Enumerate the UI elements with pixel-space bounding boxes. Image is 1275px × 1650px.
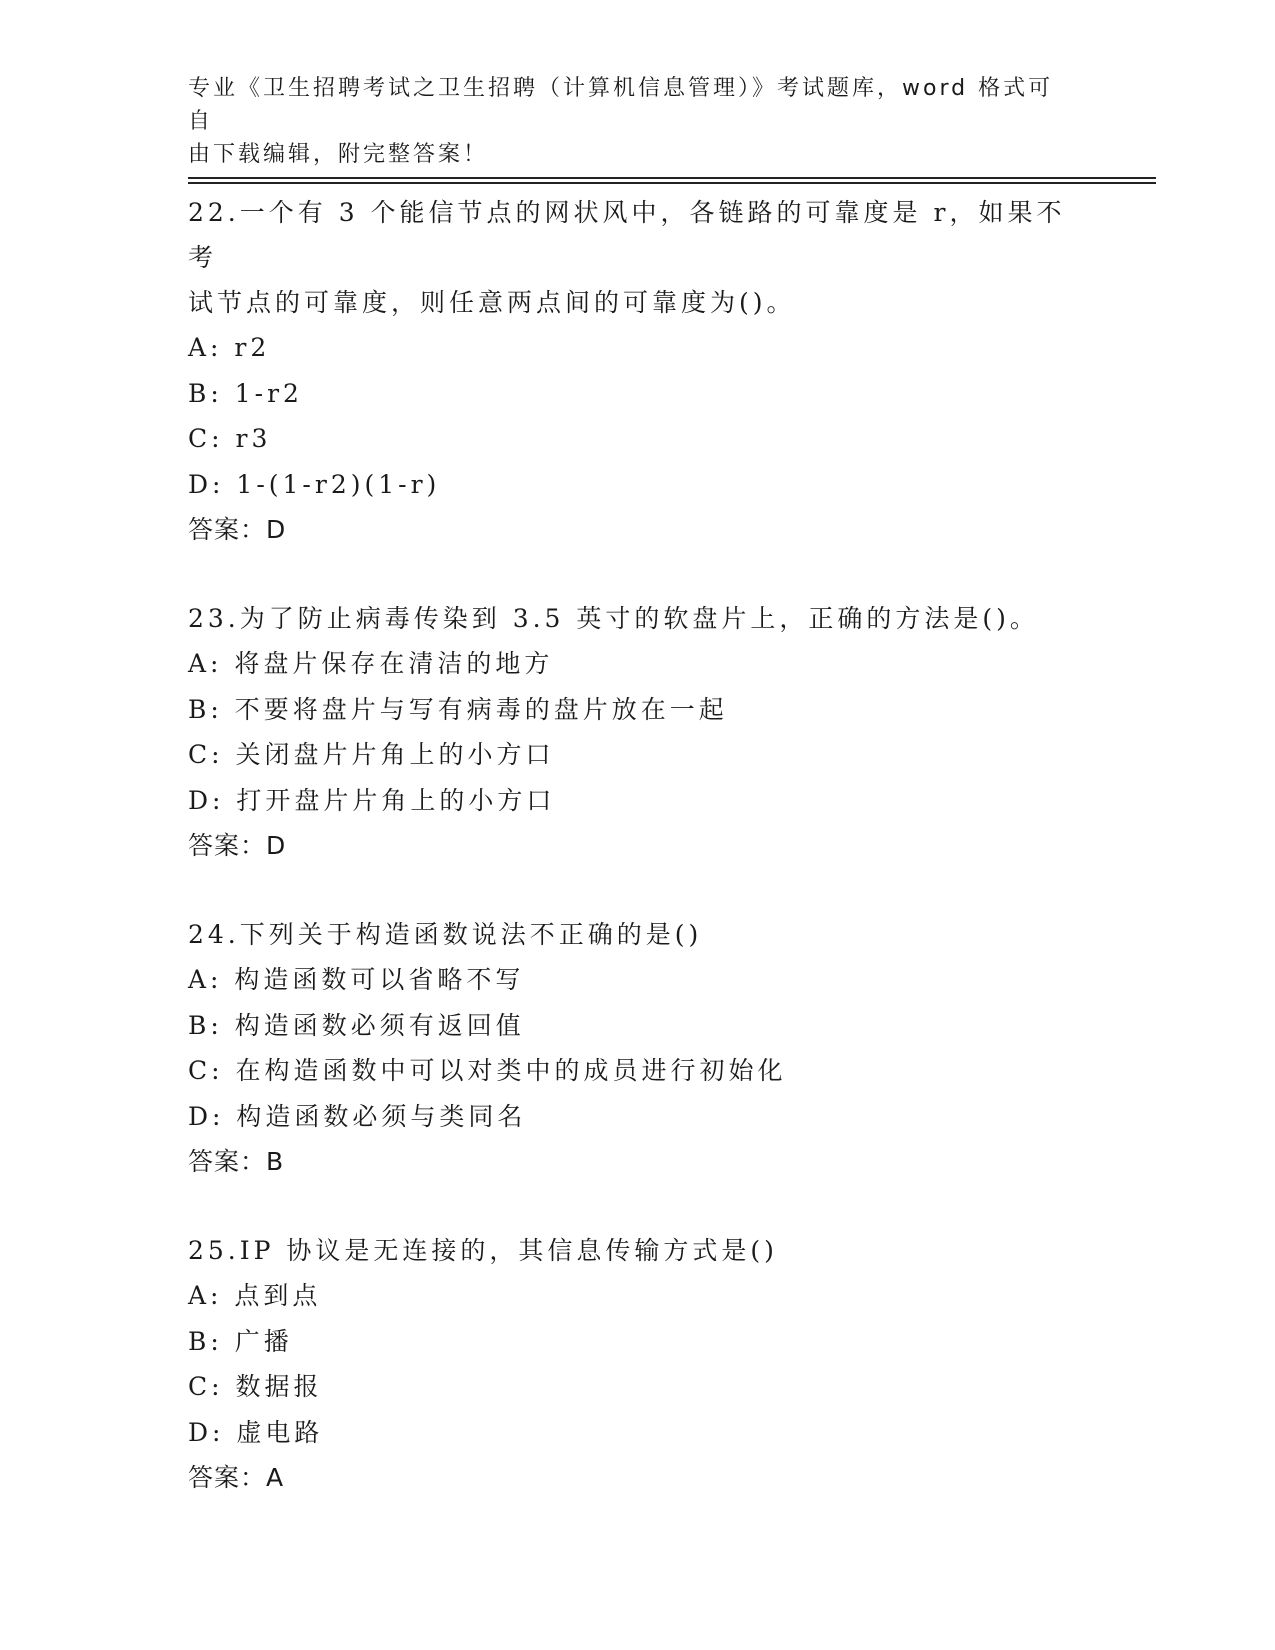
option-d: D: 1-(1-r2)(1-r) [188,469,441,499]
question-title-continued: 试节点的可靠度，则任意两点间的可靠度为()。 [188,288,796,317]
question-title: 23.为了防止病毒传染到 3.5 英寸的软盘片上，正确的方法是()。 [188,604,1039,633]
header-divider-bottom [188,182,1156,184]
question-title: 22.一个有 3 个能信节点的网状风中，各链路的可靠度是 r，如果不考 [188,198,1066,272]
option-b: B: 构造函数必须有返回值 [188,1010,525,1040]
option-a: A: r2 [188,333,271,362]
option-a: A: 将盘片保存在清洁的地方 [188,649,554,678]
question-title: 24.下列关于构造函数说法不正确的是() [188,920,703,949]
option-d: D: 打开盘片片角上的小方口 [188,785,556,815]
question-22 [188,190,1088,552]
option-a: A: 点到点 [188,1281,322,1310]
question-25 [188,1228,1088,1500]
question-list [188,190,1088,1544]
answer: 答案：A [188,1463,285,1492]
option-b: B: 1-r2 [188,378,303,408]
option-d: D: 虚电路 [188,1417,324,1447]
answer: 答案：B [188,1147,285,1176]
option-c: C: 关闭盘片片角上的小方口 [188,740,555,769]
option-c: C: 数据报 [188,1372,323,1401]
question-23 [188,596,1088,868]
option-b: B: 广播 [188,1326,293,1356]
header-divider-top [188,177,1156,179]
answer: 答案：D [188,831,287,860]
header-line-1: 专业《卫生招聘考试之卫生招聘（计算机信息管理）》考试题库，word 格式可自 [188,76,1054,134]
header-line-2: 由下载编辑，附完整答案！ [188,142,489,167]
option-d: D: 构造函数必须与类同名 [188,1101,527,1131]
option-c: C: r3 [188,424,272,453]
answer: 答案：D [188,515,287,544]
option-c: C: 在构造函数中可以对类中的成员进行初始化 [188,1056,787,1085]
option-a: A: 构造函数可以省略不写 [188,965,525,994]
question-24 [188,912,1088,1184]
document-header [188,72,1068,171]
option-b: B: 不要将盘片与写有病毒的盘片放在一起 [188,694,728,724]
question-title: 25.IP 协议是无连接的，其信息传输方式是() [188,1236,778,1265]
